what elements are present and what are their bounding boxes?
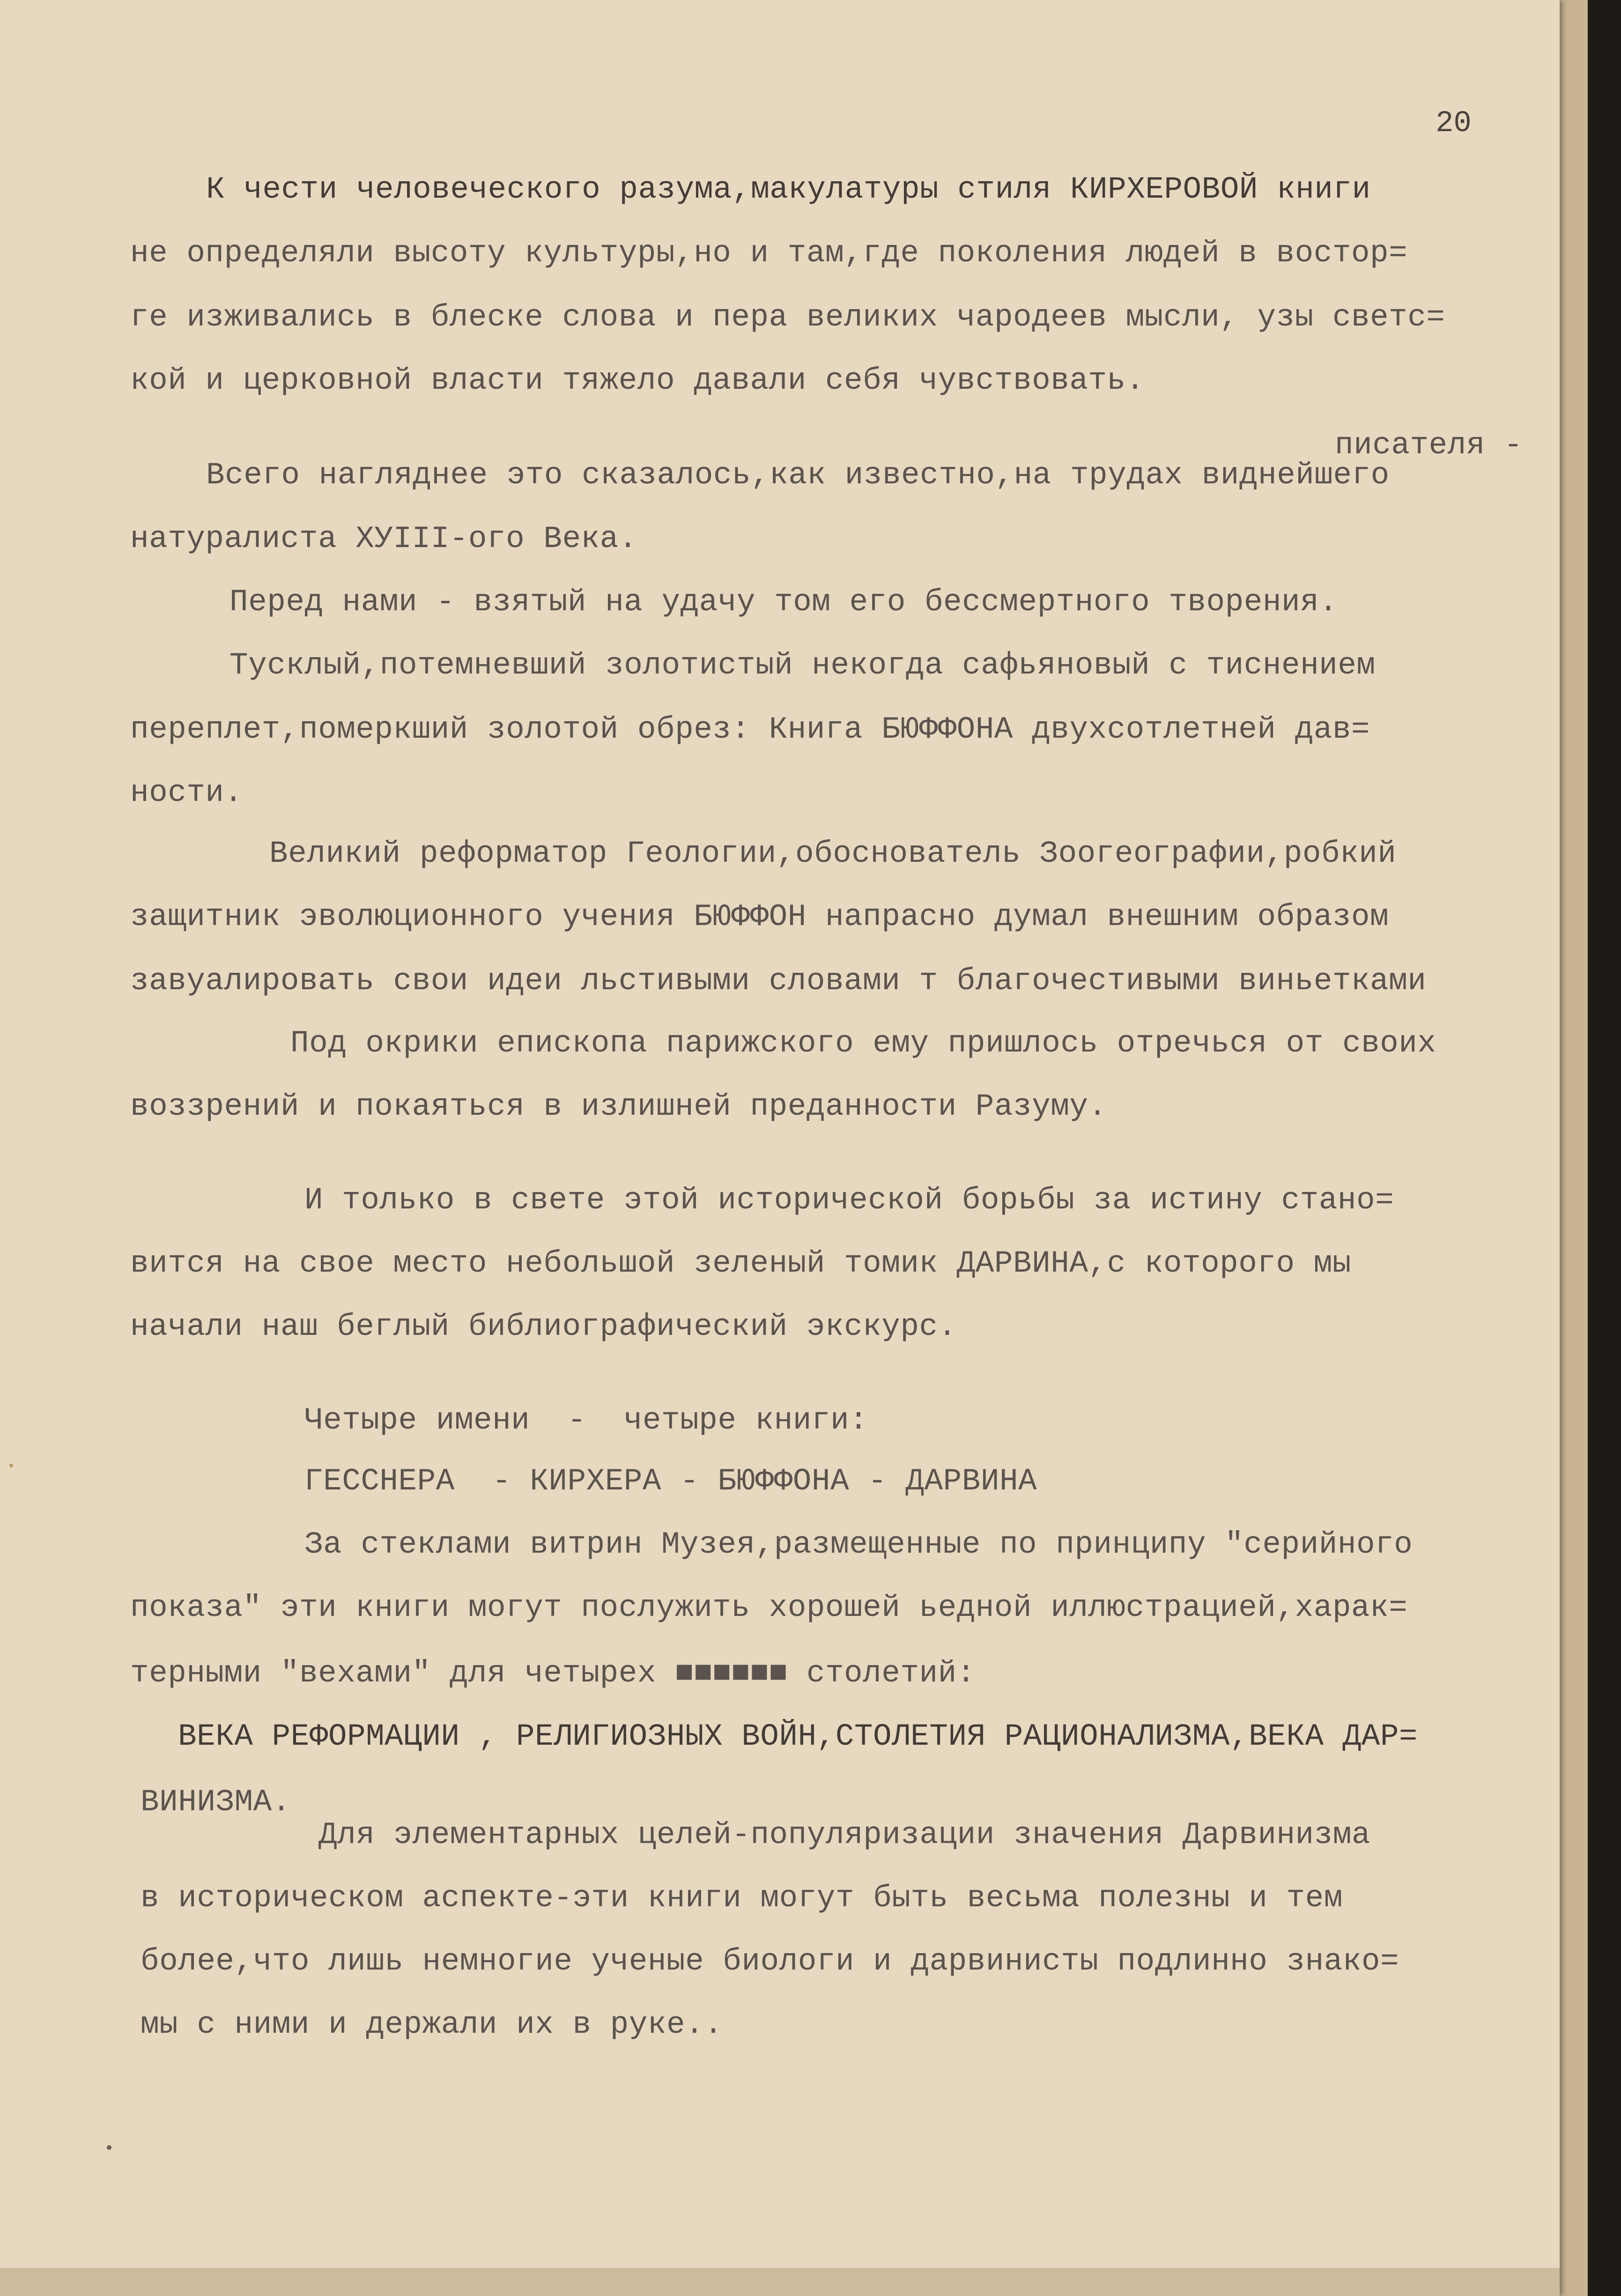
text-line: вится на свое место небольшой зеленый томик ДАРВИНА,с которого мы — [130, 1246, 1351, 1281]
text-line: ности. — [130, 775, 243, 810]
stain-speck — [9, 1464, 13, 1467]
text-line: Четыре имени - четыре книги: — [304, 1403, 868, 1438]
text-line: К чести человеческого разума,макулатуры стиля КИРХЕРОВОЙ книги — [206, 172, 1371, 207]
page-number: 20 — [1436, 107, 1472, 141]
text-line: мы с ними и держали их в руке.. — [141, 2007, 723, 2042]
text-line: Тусклый,потемневший золотистый некогда сафьяновый с тиснением — [229, 648, 1376, 683]
text-line: защитник эволюционного учения БЮФФОН напрасно думал внешним образом — [130, 899, 1389, 934]
text-line: ВЕКА РЕФОРМАЦИИ , РЕЛИГИОЗНЫХ ВОЙН,СТОЛЕТИЯ РАЦИОНАЛИЗМА,ВЕКА ДАР= — [178, 1719, 1418, 1754]
text-line: Под окрики епископа парижского ему пришлось отречься от своих — [290, 1026, 1436, 1061]
text-line: завуалировать свои идеи льстивыми словами т благочестивыми виньетками — [130, 963, 1427, 999]
ink-speck — [107, 2145, 111, 2150]
text-line: показа" эти книги могут послужить хорошей ьедной иллюстрацией,харак= — [130, 1590, 1408, 1625]
text-line-insertion: писателя - — [1335, 428, 1523, 463]
background-edge — [1588, 0, 1621, 2296]
text-line: Всего нагляднее это сказалось,как известно,на трудах виднейшего — [206, 458, 1390, 493]
text-line: Для элементарных целей-популяризации значения Дарвинизма — [318, 1817, 1370, 1852]
text-line: кой и церковной власти тяжело давали себя чувствовать. — [130, 363, 1145, 398]
page-bottom-edge — [0, 2268, 1560, 2296]
text-line: терными "вехами" для четырех ■■■■■■ столетий: — [130, 1656, 976, 1691]
text-line: ге изживались в блеске слова и пера великих чародеев мысли, узы светс= — [130, 300, 1445, 335]
text-line: натуралиста XУIII-ого Века. — [130, 521, 637, 556]
text-line: не определяли высоту культуры,но и там,где поколения людей в востор= — [130, 236, 1408, 271]
text-line: Великий реформатор Геологии,обоснователь Зоогеографии,робкий — [269, 836, 1397, 871]
text-line: более,что лишь немногие ученые биологи и дарвинисты подлинно знако= — [141, 1944, 1399, 1979]
text-line: в историческом аспекте-эти книги могут быть весьма полезны и тем — [141, 1881, 1343, 1916]
text-line: начали наш беглый библиографический экскурс. — [130, 1309, 957, 1344]
text-line: переплет,померкший золотой обрез: Книга БЮФФОНА двухсотлетней дав= — [130, 712, 1370, 747]
text-line: За стеклами витрин Музея,размещенные по принципу "серийного — [304, 1527, 1413, 1562]
text-line: ГЕССНЕРА - КИРХЕРА - БЮФФОНА - ДАРВИНА — [304, 1464, 1037, 1499]
text-line: Перед нами - взятый на удачу том его бессмертного творения. — [229, 585, 1338, 620]
text-line: И только в свете этой исторической борьбы за истину стано= — [304, 1183, 1394, 1218]
text-line: воззрений и покаяться в излишней преданности Разуму. — [130, 1089, 1107, 1124]
text-line: ВИНИЗМА. — [141, 1785, 291, 1820]
